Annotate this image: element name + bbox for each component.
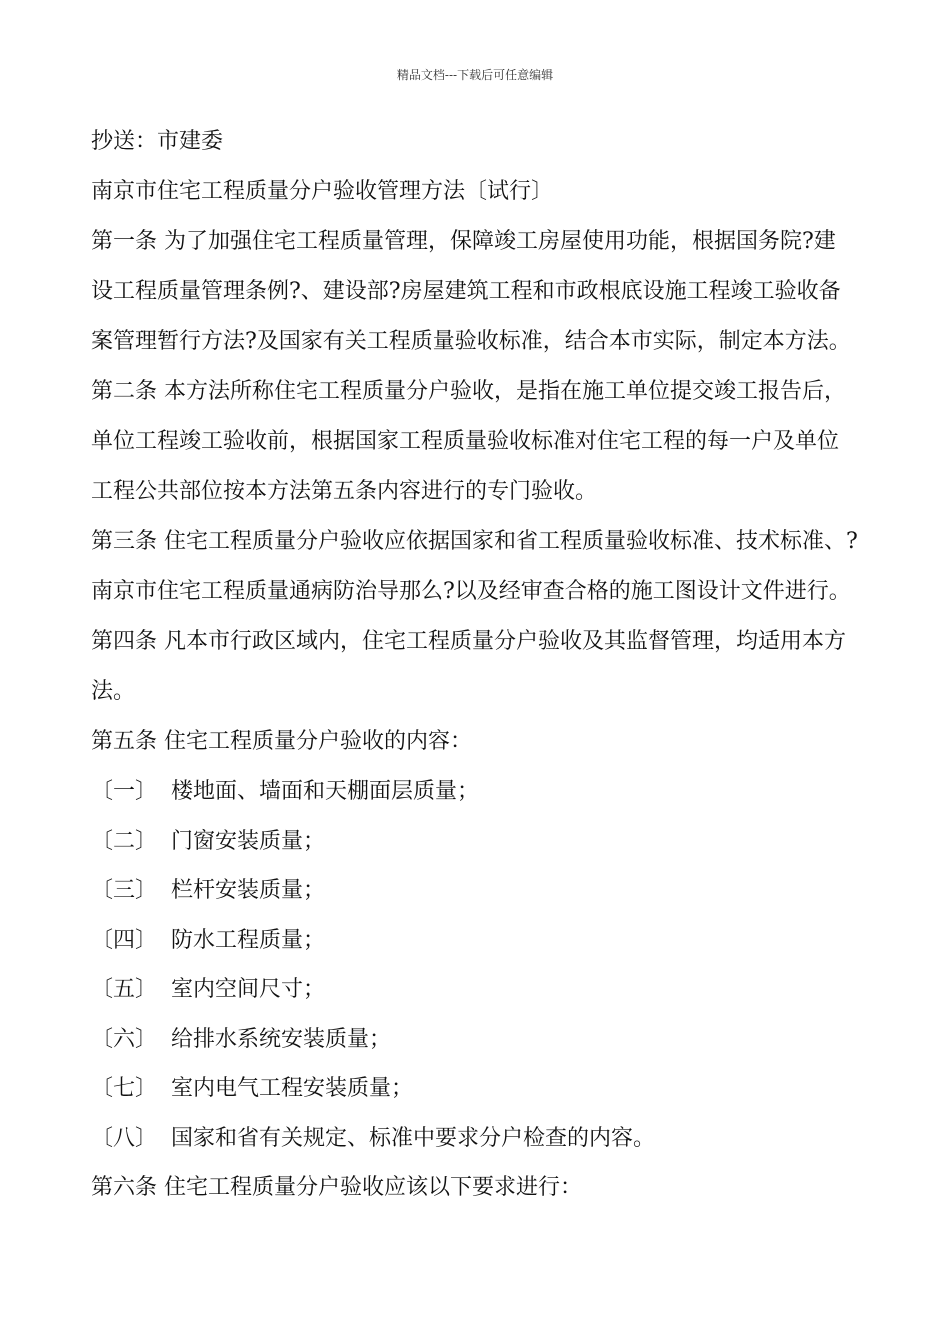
document-body bbox=[91, 117, 881, 1213]
list-item-number: 〔六〕 bbox=[91, 1026, 158, 1052]
list-item-text: 楼地面、墙面和天棚面层质量； bbox=[171, 779, 480, 804]
list-item-number: 〔三〕 bbox=[91, 878, 158, 903]
list-item bbox=[91, 767, 881, 817]
list-item-number: 〔四〕 bbox=[91, 927, 158, 953]
list-item bbox=[91, 1064, 881, 1114]
list-item-text: 国家和省有关规定、标准中要求分户检查的内容。 bbox=[171, 1125, 656, 1151]
list-item bbox=[91, 817, 881, 867]
cc-line: 抄送：市建委 bbox=[91, 129, 224, 154]
list-item-text: 栏杆安装质量； bbox=[171, 878, 326, 903]
article-1-line-3: 案管理暂行方法?及国家有关工程质量验收标准，结合本市实际，制定本方法。 bbox=[91, 329, 851, 354]
article-1-line-2: 设工程质量管理条例?、建设部?房屋建筑工程和市政根底设施工程竣工验收备 bbox=[91, 279, 841, 304]
list-item-text: 室内电气工程安装质量； bbox=[171, 1076, 414, 1101]
list-item-number: 〔七〕 bbox=[91, 1076, 158, 1101]
article-6-heading: 第六条 住宅工程质量分户验收应该以下要求进行： bbox=[91, 1175, 582, 1200]
article-2-line-2: 单位工程竣工验收前，根据国家工程质量验收标准对住宅工程的每一户及单位 bbox=[91, 429, 840, 454]
list-item-number: 〔八〕 bbox=[91, 1125, 158, 1151]
list-item bbox=[91, 965, 881, 1015]
list-item bbox=[91, 866, 881, 916]
list-item bbox=[91, 1114, 881, 1164]
article-2-line-3: 工程公共部位按本方法第五条内容进行的专门验收。 bbox=[91, 479, 598, 504]
list-item-text: 给排水系统安装质量； bbox=[171, 1026, 392, 1052]
article-2-line-1: 第二条 本方法所称住宅工程质量分户验收，是指在施工单位提交竣工报告后， bbox=[91, 379, 846, 404]
page-header: 精品文档---下载后可任意编辑 bbox=[396, 68, 554, 82]
list-item-text: 防水工程质量； bbox=[171, 927, 326, 953]
list-item bbox=[91, 1015, 881, 1065]
article-4-line-2: 法。 bbox=[91, 679, 136, 704]
list-item-text: 室内空间尺寸； bbox=[171, 977, 326, 1002]
list-item bbox=[91, 916, 881, 966]
list-item-text: 门窗安装质量； bbox=[171, 828, 326, 854]
article-3-line-1: 第三条 住宅工程质量分户验收应依据国家和省工程质量验收标准、技术标准、? bbox=[91, 529, 858, 554]
list-item-number: 〔二〕 bbox=[91, 828, 158, 854]
article-4-line-1: 第四条 凡本市行政区域内，住宅工程质量分户验收及其监督管理，均适用本方 bbox=[91, 629, 846, 654]
article-5-heading: 第五条 住宅工程质量分户验收的内容： bbox=[91, 729, 472, 754]
article-3-line-2: 南京市住宅工程质量通病防治导那么?以及经审查合格的施工图设计文件进行。 bbox=[91, 579, 851, 604]
list-item-number: 〔五〕 bbox=[91, 977, 158, 1002]
article-1-line-1: 第一条 为了加强住宅工程质量管理，保障竣工房屋使用功能，根据国务院?建 bbox=[91, 229, 836, 254]
list-item-number: 〔一〕 bbox=[91, 779, 158, 804]
document-title: 南京市住宅工程质量分户验收管理方法〔试行〕 bbox=[91, 179, 554, 204]
